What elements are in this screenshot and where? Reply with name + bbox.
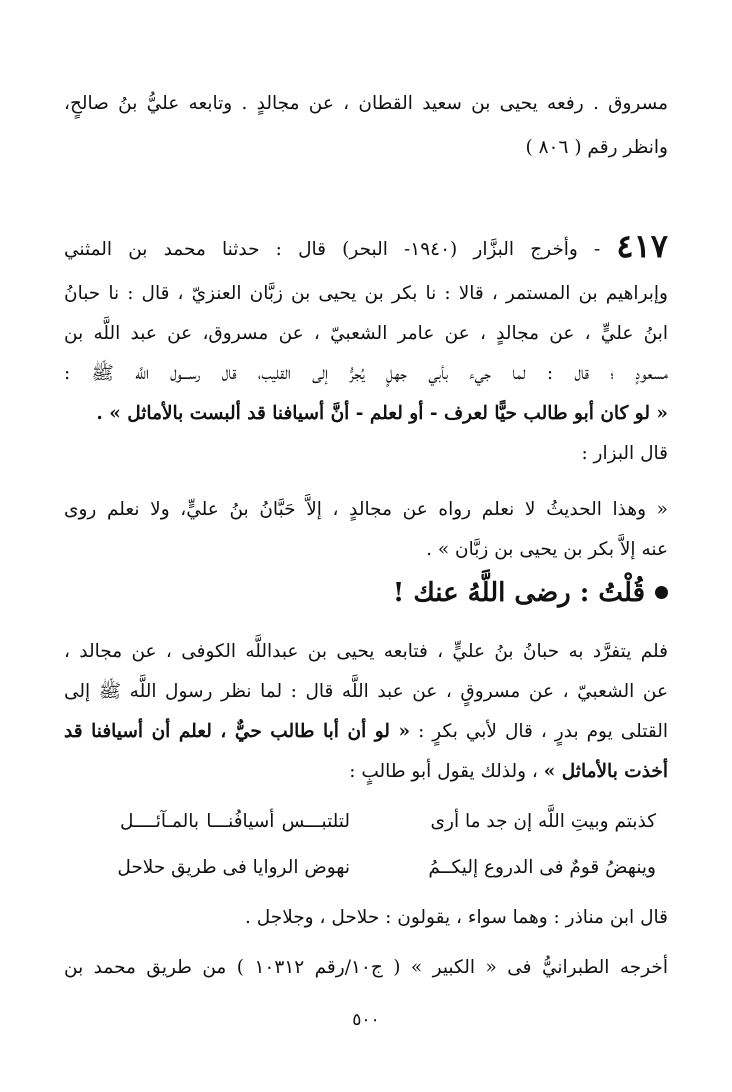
page-number: ٥٠٠ <box>352 1010 380 1030</box>
comment-line-4-plain: ، ولذلك يقول أبو طالبٍ : <box>349 761 538 782</box>
hadith-line-4: مسعودٍ ؛ قال : لما جيء بأبي جهلٍ يُجرُّ إلى القليب، قال رســـول اللَّه ﷺ : <box>64 363 668 384</box>
hadith-line-2: وإبراهيم بن المستمر ، قالا : نا بكر بن يحيى بن زبَّان العنزيّ ، قال : نا حبانُ <box>64 283 668 304</box>
hadith-number: ٤١٧ <box>616 227 668 265</box>
section-heading <box>64 570 668 616</box>
comment-line-3-plain: القتلى يوم بدرٍ ، قال لأبي بكرٍ : <box>418 721 668 742</box>
comment-line-3-bold: « لو أن أبا طالب حيٌّ ، لعلم أن أسيافنا قد <box>64 721 411 742</box>
bazzar-quote-line-2: عنه إلاَّ بكر بن يحيى بن زبَّان » . <box>426 539 668 560</box>
comment-line-4 <box>64 752 668 792</box>
bazzar-label: قال البزار : <box>581 443 668 464</box>
hadith-quote-line: « لو كان أبو طالب حيًّا لعرف - أو لعلم - أنَّ أسيافنا قد ألبست بالأماثل » . <box>96 403 668 424</box>
closing-line-2: أخرجه الطبرانيُّ فى « الكبير » ( ج١٠/رقم ١٠٣١٢ ) من طريق محمد بن <box>64 957 668 978</box>
hadith-line-3: ابنُ عليٍّ ، عن مجالدٍ ، عن عامر الشعبيّ ، عن مسروق، عن عبد اللَّه بن <box>64 323 668 344</box>
heading-text: قُلْتُ : رضى اللَّهُ عنك ! <box>392 578 645 608</box>
verse-1-second-hemistich: لتلتبـــس أسيافُنـــا بالمـآئــــل <box>120 811 350 832</box>
bazzar-quote-line-1: « وهذا الحديثُ لا نعلم رواه عن مجالدٍ ، إلاَّ حَبَّانُ بنُ عليٍّ، ولا نعلم روى <box>64 499 668 520</box>
comment-line-1: فلم يتفرَّد به حبانُ بنُ عليٍّ ، فتابعه يحيى بن عبداللَّه الكوفى ، عن مجالد ، <box>64 641 668 662</box>
closing-line-1: قال ابن مناذر : وهما سواء ، يقولون : حلاحل ، وجلاجل . <box>245 907 668 928</box>
bullet-dot-icon <box>655 586 668 599</box>
verse-2-second-hemistich: نهوض الروايا فى طريق حلاحل <box>117 857 350 878</box>
top-paragraph-line-1: مسروق . رفعه يحيى بن سعيد القطان ، عن مجالدٍ . وتابعه عليُّ بنُ صالحٍ، <box>64 93 668 114</box>
verse-1-first-hemistich: كذبتم وبيتِ اللَّه إن جد ما أرى <box>430 811 656 832</box>
verse-2-first-hemistich: وينهضُ قومٌ فى الدروع إليكــمُ <box>428 857 656 878</box>
hadith-intro-text: - وأخرج البزَّار (١٩٤٠- البحر) قال : حدثنا محمد بن المثني <box>64 239 601 260</box>
comment-line-2: عن الشعبيّ ، عن مسروقٍ ، عن عبد اللَّه قال : لما نظر رسول اللَّه ﷺ إلى <box>64 681 668 702</box>
top-paragraph-line-2: وانظر رقم ( ٨٠٦ ) <box>525 137 668 158</box>
comment-line-3 <box>64 712 668 752</box>
comment-line-4-bold: أخذت بالأماثل » <box>543 761 668 782</box>
hadith-first-line <box>64 224 668 268</box>
